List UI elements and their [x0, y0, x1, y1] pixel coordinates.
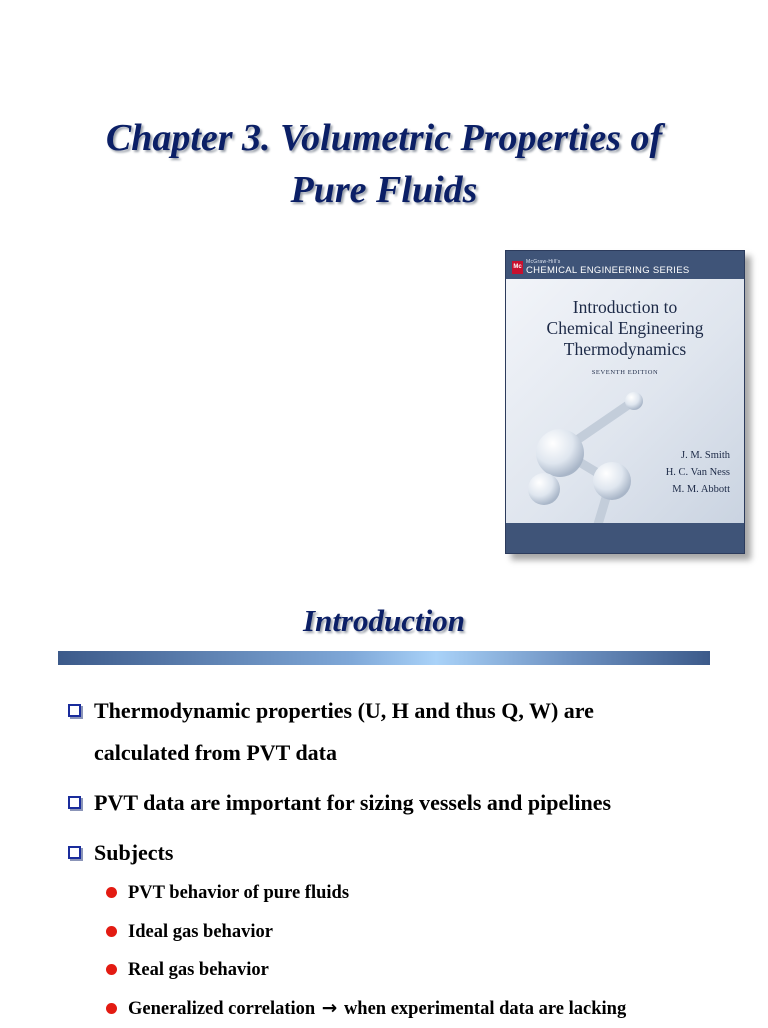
chapter-title-line2: Pure Fluids	[291, 169, 478, 211]
bullet-text: PVT data are important for sizing vessels and pipelines	[94, 790, 611, 815]
cover-author: M. M. Abbott	[666, 481, 730, 498]
list-item	[64, 690, 744, 774]
chapter-title	[0, 112, 768, 216]
cover-title-line3: Thermodynamics	[564, 339, 686, 359]
bullet-list	[64, 690, 744, 882]
cover-title-line1: Introduction to	[573, 297, 678, 317]
sub-bullet-text: when experimental data are lacking	[344, 999, 626, 1019]
red-dot-icon	[106, 926, 117, 937]
section-divider	[58, 651, 710, 665]
right-arrow-icon: →	[322, 990, 338, 1028]
publisher-logo-icon: Mc	[512, 261, 523, 274]
sub-bullet-text: Real gas behavior	[128, 960, 269, 980]
cover-publisher: McGraw-Hill's	[526, 259, 561, 265]
sub-bullet-list	[104, 874, 744, 1028]
list-item	[104, 913, 744, 952]
red-dot-icon	[106, 887, 117, 898]
section-heading: Introduction	[0, 600, 768, 642]
cover-series: CHEMICAL ENGINEERING SERIES	[526, 265, 689, 276]
bullet-text: Thermodynamic properties (U, H and thus Q, W) are	[94, 698, 594, 723]
cover-title	[506, 297, 744, 360]
sub-bullet-text: Ideal gas behavior	[128, 922, 273, 942]
molecule-illustration-icon	[516, 381, 656, 531]
cover-author: J. M. Smith	[666, 447, 730, 464]
list-item	[104, 951, 744, 990]
list-item	[64, 782, 744, 824]
red-dot-icon	[106, 1003, 117, 1014]
book-cover-image	[505, 250, 745, 554]
bullet-text: Subjects	[94, 840, 173, 865]
bullet-text: calculated from PVT data	[94, 740, 337, 765]
cover-bottom-band	[506, 523, 744, 553]
sub-bullet-text: PVT behavior of pure fluids	[128, 883, 349, 903]
cover-edition: SEVENTH EDITION	[506, 369, 744, 376]
cover-author: H. C. Van Ness	[666, 464, 730, 481]
sub-bullet-text: Generalized correlation	[128, 999, 315, 1019]
list-item	[64, 832, 744, 874]
cover-title-line2: Chemical Engineering	[547, 318, 704, 338]
hollow-square-icon	[68, 704, 81, 717]
list-item	[104, 874, 744, 913]
hollow-square-icon	[68, 846, 81, 859]
chapter-title-line1: Chapter 3. Volumetric Properties of	[106, 117, 662, 159]
list-item	[104, 990, 744, 1028]
cover-authors	[666, 447, 730, 498]
hollow-square-icon	[68, 796, 81, 809]
cover-series-band	[506, 251, 744, 279]
red-dot-icon	[106, 964, 117, 975]
